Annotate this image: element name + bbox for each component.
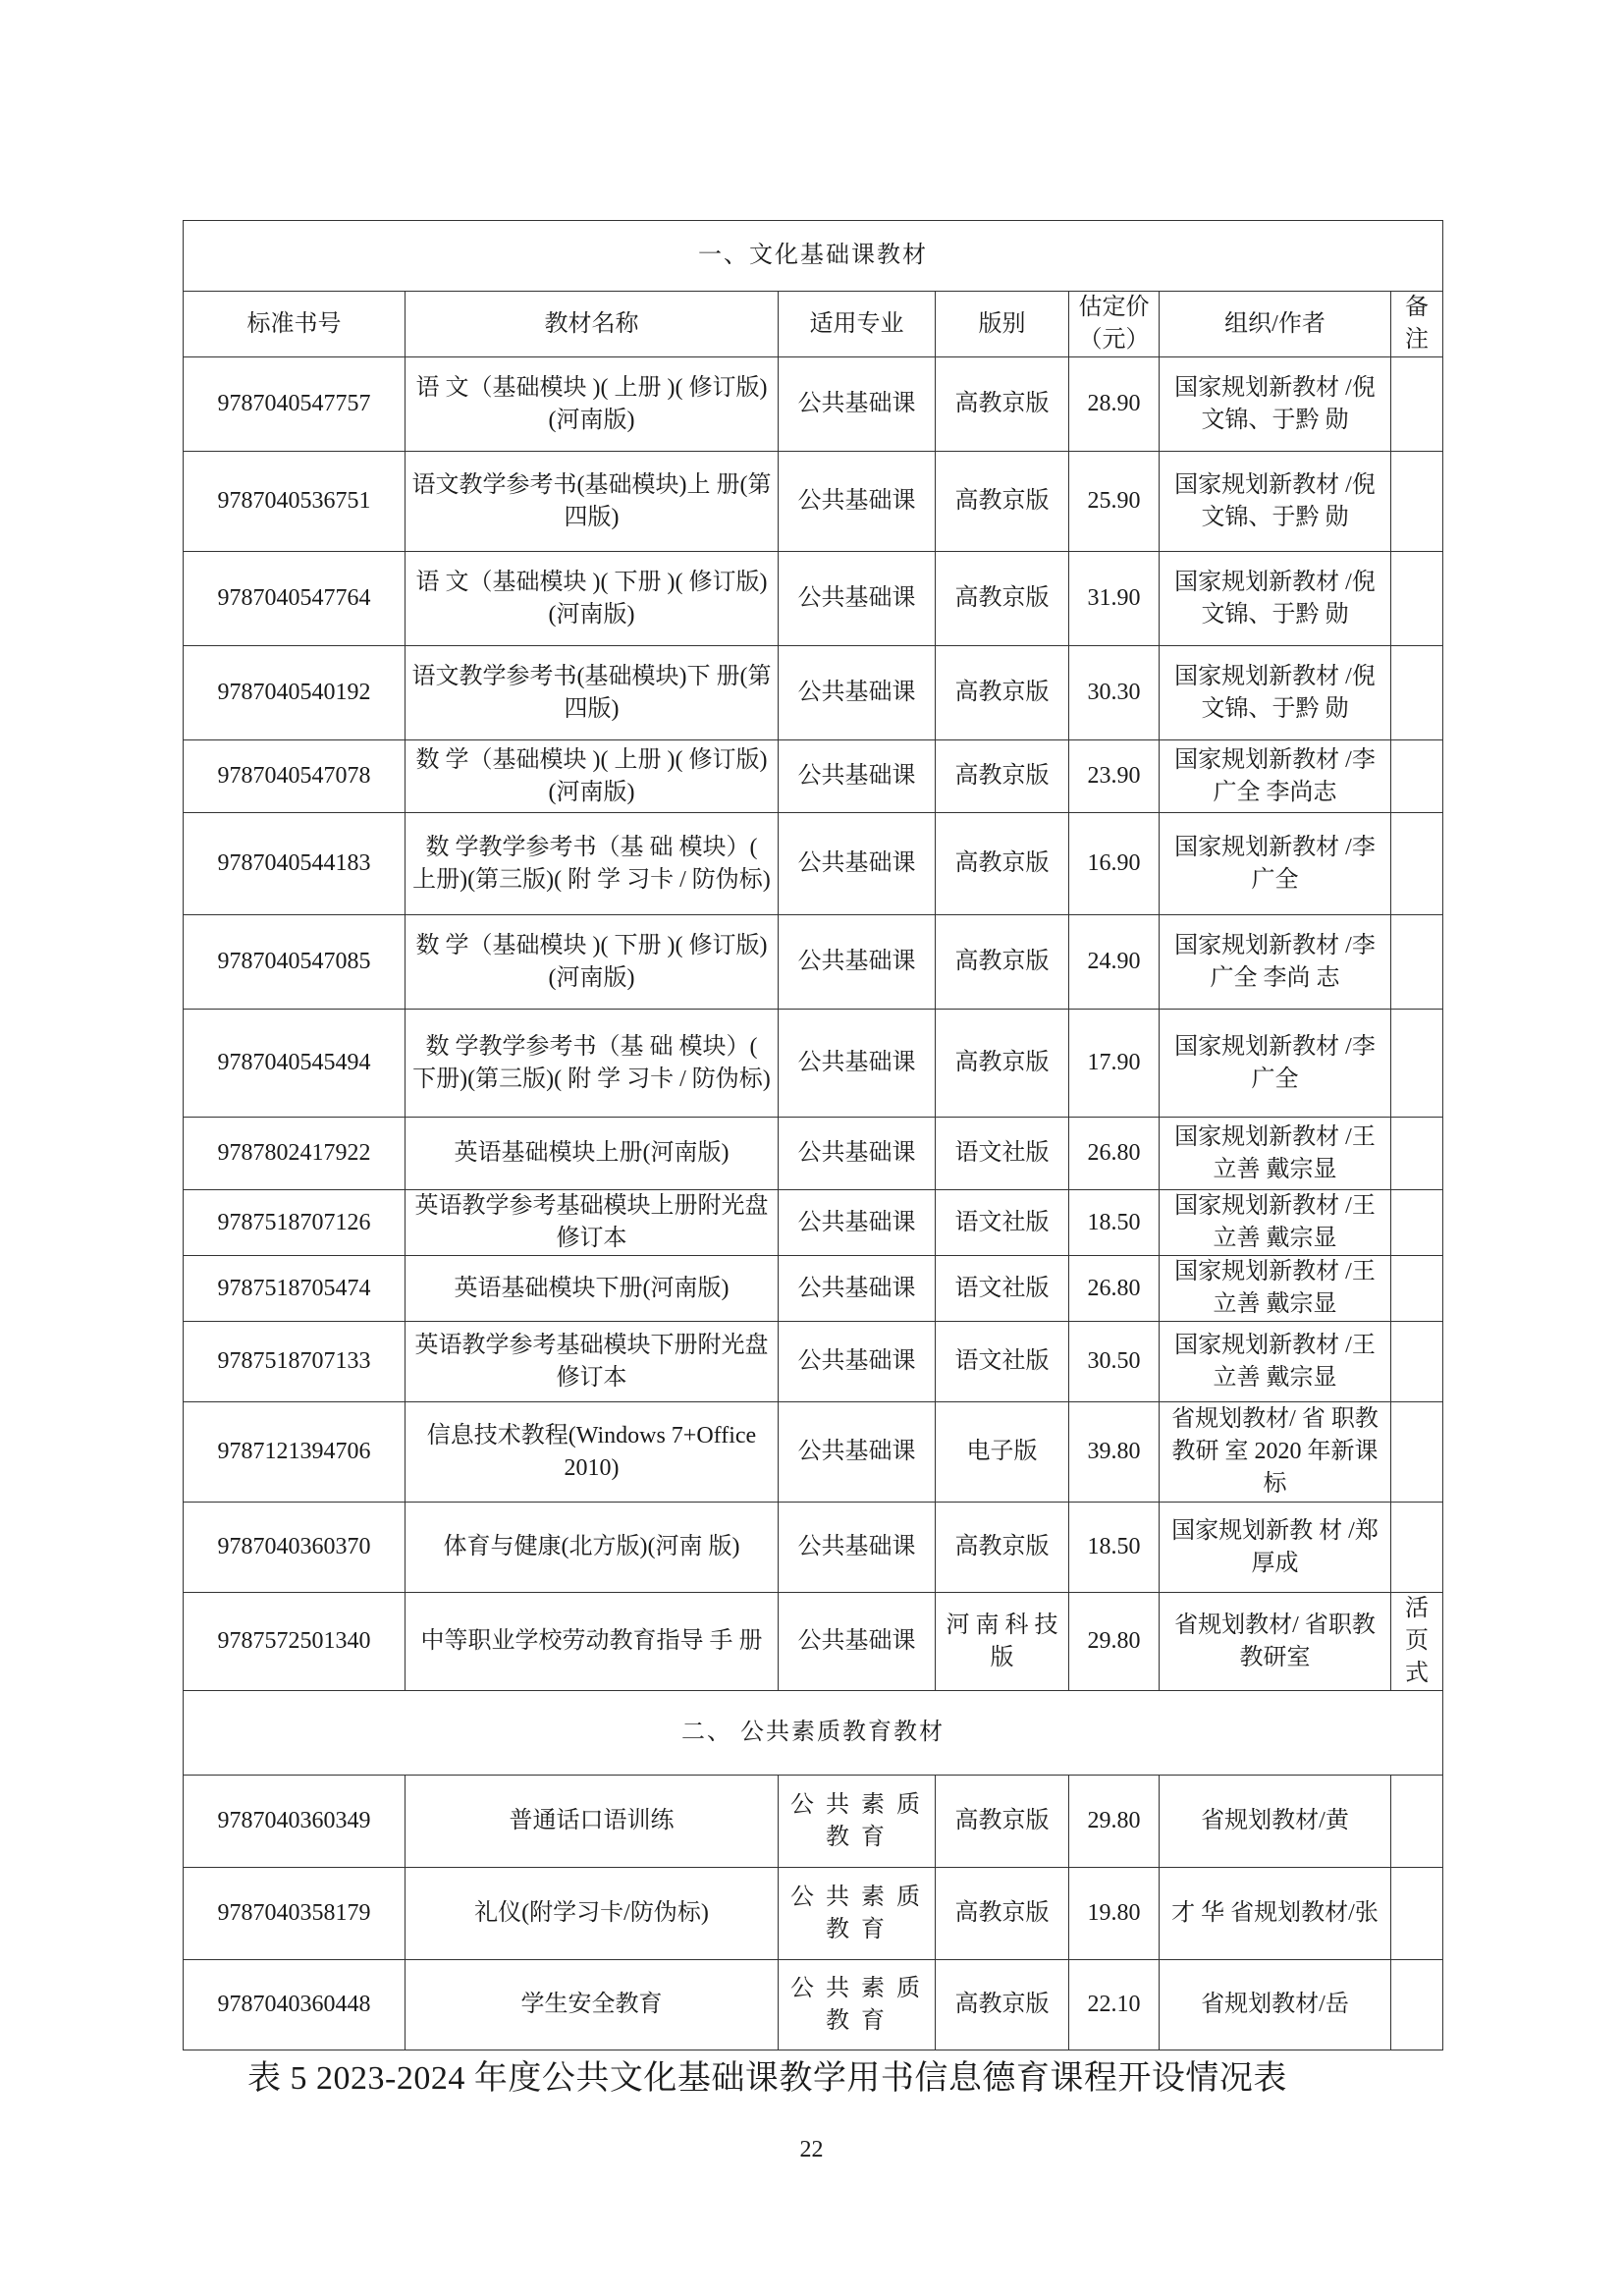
cell-name: 语文教学参考书(基础模块)下 册(第四版): [406, 646, 779, 740]
cell-note: [1391, 1010, 1443, 1118]
cell-price: 16.90: [1069, 813, 1160, 915]
cell-author: 国家规划新教材 /王立善 戴宗显: [1160, 1322, 1391, 1402]
header-name: 教材名称: [406, 292, 779, 357]
header-author: 组织/作者: [1160, 292, 1391, 357]
cell-edition: 语文社版: [936, 1322, 1069, 1402]
cell-price: 26.80: [1069, 1118, 1160, 1190]
table-row: [184, 646, 1443, 740]
cell-major: 公共基础课: [779, 813, 936, 915]
cell-price: 23.90: [1069, 740, 1160, 813]
cell-isbn: 9787040547078: [184, 740, 406, 813]
cell-note: [1391, 1322, 1443, 1402]
cell-note: [1391, 1868, 1443, 1960]
cell-price: 22.10: [1069, 1960, 1160, 2050]
table-row: [184, 1868, 1443, 1960]
cell-author: 国家规划新教材 /倪文锦、于黔 勋: [1160, 452, 1391, 552]
cell-note: [1391, 357, 1443, 452]
cell-major: 公共基础课: [779, 1256, 936, 1322]
cell-edition: 语文社版: [936, 1118, 1069, 1190]
section2-title: 二、 公共素质教育教材: [184, 1691, 1443, 1776]
cell-author: 省规划教材/岳: [1160, 1960, 1391, 2050]
cell-isbn: 9787518707126: [184, 1190, 406, 1256]
cell-name: 英语教学参考基础模块上册附光盘修订本: [406, 1190, 779, 1256]
cell-author: 国家规划新教材 /李广全: [1160, 1010, 1391, 1118]
table-row: [184, 1402, 1443, 1503]
header-major: 适用专业: [779, 292, 936, 357]
cell-isbn: 9787040540192: [184, 646, 406, 740]
table-row: [184, 452, 1443, 552]
cell-author: 国家规划新教材 /倪文锦、于黔 勋: [1160, 357, 1391, 452]
table-row: [184, 1503, 1443, 1593]
cell-name: 信息技术教程(Windows 7+Office 2010): [406, 1402, 779, 1503]
cell-edition: 电子版: [936, 1402, 1069, 1503]
cell-edition: 河 南 科 技 版: [936, 1593, 1069, 1691]
cell-note: [1391, 552, 1443, 646]
table-row: [184, 1190, 1443, 1256]
header-edition: 版别: [936, 292, 1069, 357]
cell-major: 公共基础课: [779, 1010, 936, 1118]
cell-name: 中等职业学校劳动教育指导 手 册: [406, 1593, 779, 1691]
cell-isbn: 9787040545494: [184, 1010, 406, 1118]
table-row: [184, 740, 1443, 813]
section-header-row: [184, 1691, 1443, 1776]
cell-name: 体育与健康(北方版)(河南 版): [406, 1503, 779, 1593]
cell-isbn: 9787040358179: [184, 1868, 406, 1960]
cell-author: 国家规划新教材 /李广全 李尚 志: [1160, 915, 1391, 1010]
cell-major: 公共基础课: [779, 1402, 936, 1503]
cell-major: 公共基础课: [779, 452, 936, 552]
table-row: [184, 552, 1443, 646]
cell-note: [1391, 915, 1443, 1010]
cell-author: 国家规划新教材 /倪文锦、于黔 勋: [1160, 646, 1391, 740]
table-row: [184, 1010, 1443, 1118]
cell-author: 国家规划新教材 /李广全: [1160, 813, 1391, 915]
cell-isbn: 9787040547757: [184, 357, 406, 452]
table-row: [184, 1960, 1443, 2050]
cell-name: 语文教学参考书(基础模块)上 册(第四版): [406, 452, 779, 552]
cell-name: 数 学（基础模块 )( 下册 )( 修订版)(河南版): [406, 915, 779, 1010]
cell-edition: 高教京版: [936, 452, 1069, 552]
cell-note: [1391, 1503, 1443, 1593]
cell-author: 国家规划新教材 /王立善 戴宗显: [1160, 1190, 1391, 1256]
cell-author: 国家规划新教材 /李广全 李尚志: [1160, 740, 1391, 813]
cell-price: 28.90: [1069, 357, 1160, 452]
table-row: [184, 915, 1443, 1010]
cell-price: 18.50: [1069, 1503, 1160, 1593]
cell-major: 公 共 素 质 教 育: [779, 1776, 936, 1868]
table-row: [184, 1322, 1443, 1402]
header-note: 备注: [1391, 292, 1443, 357]
cell-isbn: 9787040544183: [184, 813, 406, 915]
table-caption: 表 5 2023-2024 年度公共文化基础课教学用书信息德育课程开设情况表: [247, 2060, 1287, 2097]
cell-name: 英语教学参考基础模块下册附光盘修订本: [406, 1322, 779, 1402]
cell-author: 国家规划新教材 /倪文锦、于黔 勋: [1160, 552, 1391, 646]
cell-name: 数 学教学参考书（基 础 模块）( 下册)(第三版)( 附 学 习卡 / 防伪标): [406, 1010, 779, 1118]
cell-isbn: 9787802417922: [184, 1118, 406, 1190]
cell-edition: 高教京版: [936, 357, 1069, 452]
header-price: 估定价（元）: [1069, 292, 1160, 357]
cell-name: 学生安全教育: [406, 1960, 779, 2050]
cell-price: 30.50: [1069, 1322, 1160, 1402]
cell-price: 31.90: [1069, 552, 1160, 646]
cell-price: 39.80: [1069, 1402, 1160, 1503]
table-row: [184, 1118, 1443, 1190]
cell-major: 公共基础课: [779, 1118, 936, 1190]
table-row: [184, 357, 1443, 452]
cell-author: 国家规划新教材 /王立善 戴宗显: [1160, 1256, 1391, 1322]
cell-note: [1391, 1402, 1443, 1503]
cell-note: [1391, 740, 1443, 813]
section-header-row: [184, 221, 1443, 292]
section1-title: 一、文化基础课教材: [184, 221, 1443, 292]
cell-major: 公共基础课: [779, 1190, 936, 1256]
cell-author: 省规划教材/黄: [1160, 1776, 1391, 1868]
textbook-table: [183, 220, 1443, 2050]
cell-author: 国家规划新教 材 /郑厚成: [1160, 1503, 1391, 1593]
cell-name: 数 学（基础模块 )( 上册 )( 修订版)(河南版): [406, 740, 779, 813]
cell-name: 语 文（基础模块 )( 上册 )( 修订版)(河南版): [406, 357, 779, 452]
cell-author: 国家规划新教材 /王立善 戴宗显: [1160, 1118, 1391, 1190]
cell-note: [1391, 452, 1443, 552]
cell-major: 公共基础课: [779, 740, 936, 813]
cell-edition: 高教京版: [936, 552, 1069, 646]
cell-note: [1391, 813, 1443, 915]
cell-isbn: 9787040547764: [184, 552, 406, 646]
cell-price: 19.80: [1069, 1868, 1160, 1960]
cell-price: 29.80: [1069, 1593, 1160, 1691]
table-row: [184, 1256, 1443, 1322]
cell-edition: 高教京版: [936, 646, 1069, 740]
cell-major: 公共基础课: [779, 1593, 936, 1691]
cell-name: 语 文（基础模块 )( 下册 )( 修订版)(河南版): [406, 552, 779, 646]
cell-isbn: 9787572501340: [184, 1593, 406, 1691]
cell-price: 25.90: [1069, 452, 1160, 552]
cell-isbn: 9787121394706: [184, 1402, 406, 1503]
cell-edition: 语文社版: [936, 1190, 1069, 1256]
cell-note: [1391, 1118, 1443, 1190]
header-row: [184, 292, 1443, 357]
cell-price: 17.90: [1069, 1010, 1160, 1118]
cell-edition: 语文社版: [936, 1256, 1069, 1322]
cell-price: 29.80: [1069, 1776, 1160, 1868]
cell-author: 才 华 省规划教材/张: [1160, 1868, 1391, 1960]
cell-note: [1391, 1256, 1443, 1322]
cell-edition: 高教京版: [936, 740, 1069, 813]
cell-major: 公共基础课: [779, 1322, 936, 1402]
cell-isbn: 9787518705474: [184, 1256, 406, 1322]
cell-note: [1391, 1776, 1443, 1868]
cell-note: 活页式: [1391, 1593, 1443, 1691]
cell-price: 26.80: [1069, 1256, 1160, 1322]
cell-isbn: 9787040360349: [184, 1776, 406, 1868]
cell-isbn: 9787040547085: [184, 915, 406, 1010]
table-row: [184, 1776, 1443, 1868]
cell-edition: 高教京版: [936, 1868, 1069, 1960]
cell-edition: 高教京版: [936, 915, 1069, 1010]
table-row: [184, 1593, 1443, 1691]
cell-isbn: 9787040536751: [184, 452, 406, 552]
cell-name: 普通话口语训练: [406, 1776, 779, 1868]
cell-name: 数 学教学参考书（基 础 模块）( 上册)(第三版)( 附 学 习卡 / 防伪标): [406, 813, 779, 915]
cell-note: [1391, 1190, 1443, 1256]
cell-edition: 高教京版: [936, 813, 1069, 915]
cell-isbn: 9787040360370: [184, 1503, 406, 1593]
page-number: 22: [799, 2137, 824, 2162]
cell-major: 公共基础课: [779, 1503, 936, 1593]
cell-major: 公共基础课: [779, 357, 936, 452]
cell-name: 英语基础模块下册(河南版): [406, 1256, 779, 1322]
cell-isbn: 9787518707133: [184, 1322, 406, 1402]
table-row: [184, 813, 1443, 915]
cell-price: 18.50: [1069, 1190, 1160, 1256]
cell-edition: 高教京版: [936, 1010, 1069, 1118]
cell-major: 公 共 素 质 教 育: [779, 1868, 936, 1960]
cell-price: 30.30: [1069, 646, 1160, 740]
cell-major: 公共基础课: [779, 552, 936, 646]
header-isbn: 标准书号: [184, 292, 406, 357]
cell-edition: 高教京版: [936, 1503, 1069, 1593]
cell-major: 公共基础课: [779, 915, 936, 1010]
cell-edition: 高教京版: [936, 1776, 1069, 1868]
cell-note: [1391, 1960, 1443, 2050]
cell-author: 省规划教材/ 省职教教研室: [1160, 1593, 1391, 1691]
cell-edition: 高教京版: [936, 1960, 1069, 2050]
cell-major: 公共基础课: [779, 646, 936, 740]
cell-name: 英语基础模块上册(河南版): [406, 1118, 779, 1190]
cell-price: 24.90: [1069, 915, 1160, 1010]
cell-note: [1391, 646, 1443, 740]
cell-major: 公 共 素 质 教 育: [779, 1960, 936, 2050]
cell-name: 礼仪(附学习卡/防伪标): [406, 1868, 779, 1960]
cell-isbn: 9787040360448: [184, 1960, 406, 2050]
cell-author: 省规划教材/ 省 职教教研 室 2020 年新课标: [1160, 1402, 1391, 1503]
